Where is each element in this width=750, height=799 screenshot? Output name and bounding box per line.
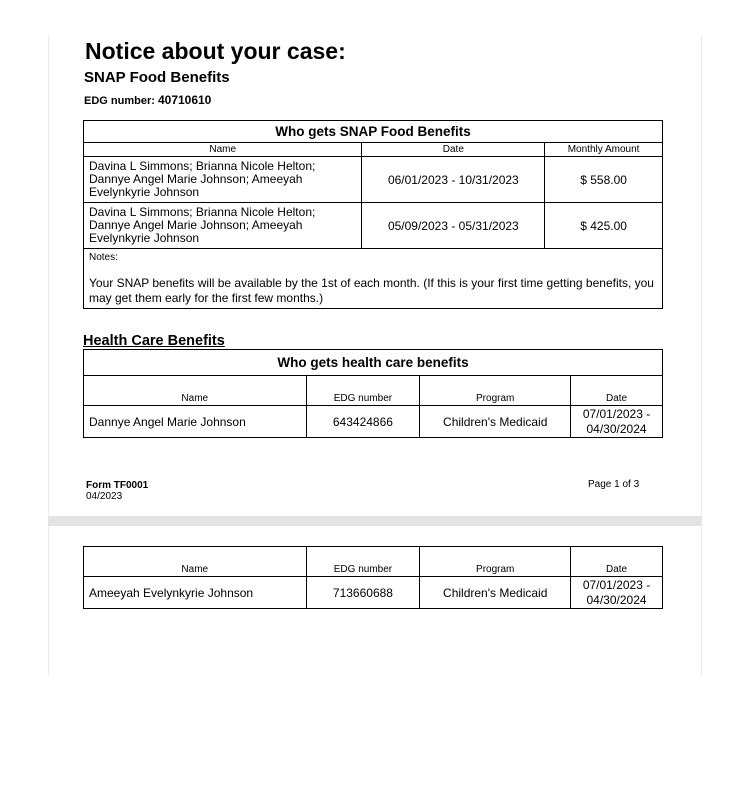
health-header-program: Program: [420, 547, 571, 577]
document-page-2: [48, 526, 702, 676]
snap-row-date: 05/09/2023 - 05/31/2023: [362, 203, 545, 249]
notice-subtitle: SNAP Food Benefits: [84, 69, 230, 86]
snap-notes: [84, 249, 663, 309]
snap-row-amount: $ 425.00: [545, 203, 663, 249]
snap-row-date: 06/01/2023 - 10/31/2023: [362, 157, 545, 203]
health-row-program: Children's Medicaid: [420, 577, 571, 609]
health-row-date-end: 04/30/2024: [586, 421, 647, 436]
page-number: Page 1 of 3: [588, 479, 640, 490]
form-date: 04/2023: [86, 491, 123, 502]
health-row-date: [571, 577, 663, 609]
snap-notes-row: [84, 249, 663, 309]
snap-header-amount: Monthly Amount: [545, 143, 663, 157]
snap-benefits-table: [83, 120, 663, 309]
edg-number-label: EDG number:: [84, 95, 155, 107]
snap-row-amount: $ 558.00: [545, 157, 663, 203]
notice-title: Notice about your case:: [85, 38, 346, 64]
table-row: [84, 157, 663, 203]
page-separator: [48, 516, 702, 526]
health-row-date: [571, 406, 663, 438]
health-row-program: Children's Medicaid: [420, 406, 571, 438]
health-header-edg: EDG number: [306, 376, 420, 406]
health-row-date-start: 07/01/2023 -: [582, 577, 651, 592]
health-row-date-end: 04/30/2024: [586, 592, 647, 607]
table-row: [84, 406, 663, 438]
health-header-program: Program: [420, 376, 571, 406]
health-table-caption: Who gets health care benefits: [84, 350, 663, 376]
health-header-name: Name: [84, 547, 307, 577]
form-id: Form TF0001: [86, 480, 149, 491]
health-table-header-row: [84, 376, 663, 406]
snap-row-names: Davina L Simmons; Brianna Nicole Helton; Dannye Angel Marie Johnson; Ameeyah Evelynkyrie Johnson: [84, 203, 362, 249]
snap-header-date: Date: [362, 143, 545, 157]
table-row: [84, 577, 663, 609]
health-row-date-start: 07/01/2023 -: [582, 406, 651, 421]
snap-table-caption: Who gets SNAP Food Benefits: [84, 121, 663, 143]
health-table-header-row: [84, 547, 663, 577]
table-row: [84, 203, 663, 249]
edg-number: [84, 93, 211, 107]
snap-table-header-row: [84, 143, 663, 157]
health-row-edg: 643424866: [306, 406, 420, 438]
health-header-date: Date: [571, 547, 663, 577]
health-header-date: Date: [571, 376, 663, 406]
notes-label: Notes:: [89, 252, 118, 263]
health-care-table: [83, 349, 663, 438]
health-row-name: Ameeyah Evelynkyrie Johnson: [84, 577, 307, 609]
snap-header-name: Name: [84, 143, 362, 157]
health-care-heading: Health Care Benefits: [83, 333, 225, 349]
health-header-name: Name: [84, 376, 307, 406]
edg-number-value: 40710610: [157, 93, 212, 107]
snap-row-names: Davina L Simmons; Brianna Nicole Helton; Dannye Angel Marie Johnson; Ameeyah Evelynkyrie Johnson: [84, 157, 362, 203]
health-row-edg: 713660688: [306, 577, 420, 609]
health-care-table-continued: [83, 546, 663, 609]
health-header-edg: EDG number: [306, 547, 420, 577]
health-row-name: Dannye Angel Marie Johnson: [84, 406, 307, 438]
document-page-1: [48, 35, 702, 516]
notes-text: Your SNAP benefits will be available by the 1st of each month. (If this is your first time getting benefits, you may get them early for the first few months.): [89, 276, 654, 305]
